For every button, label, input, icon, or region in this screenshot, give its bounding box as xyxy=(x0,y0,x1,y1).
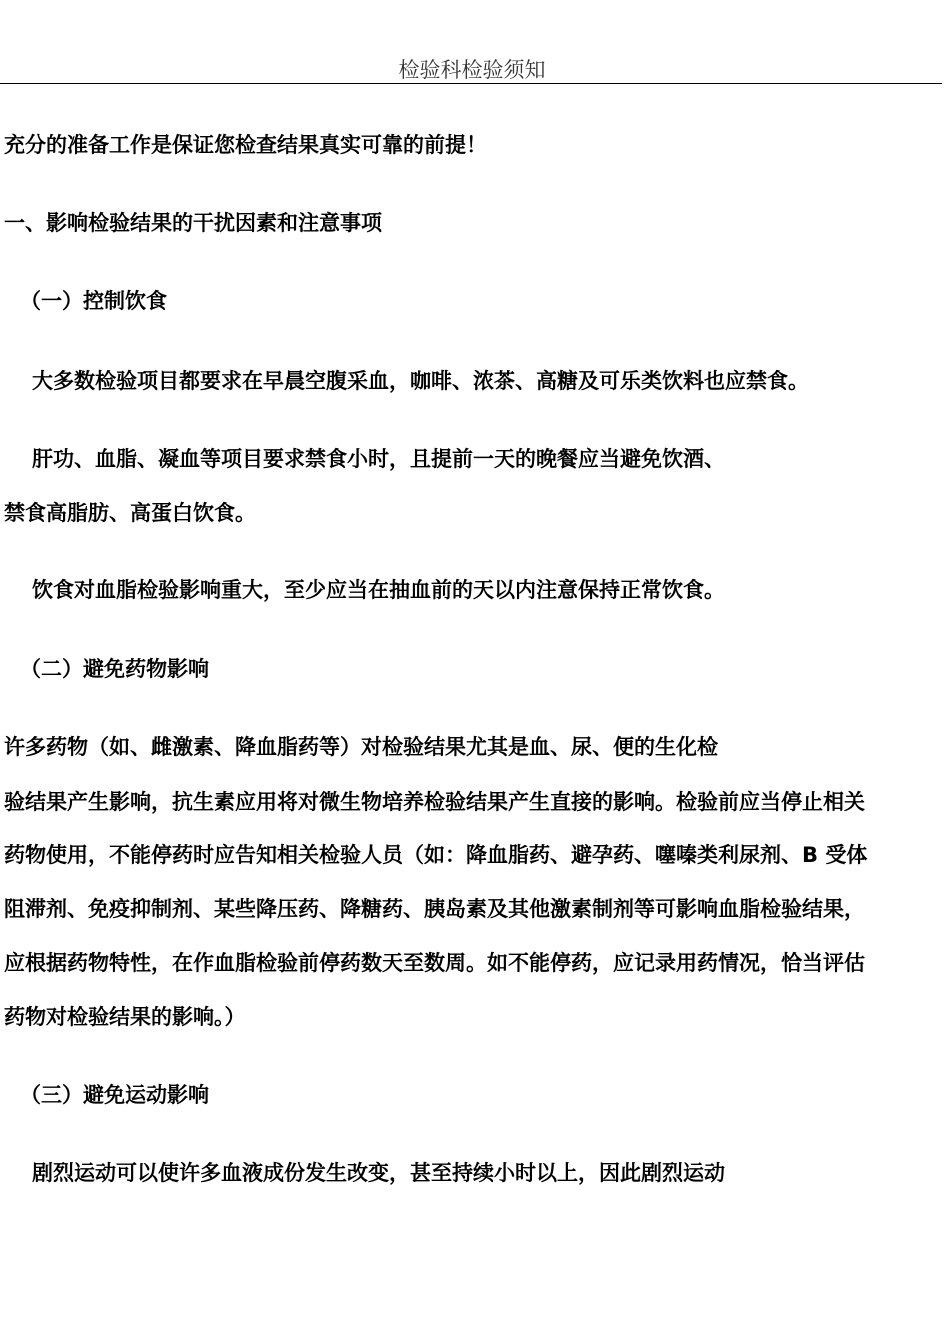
paragraph-exercise-1: 剧烈运动可以使许多血液成份发生改变，甚至持续小时以上，因此剧烈运动 xyxy=(32,1161,725,1185)
paragraph-diet-2-line-1: 肝功、血脂、凝血等项目要求禁食小时，且提前一天的晚餐应当避免饮酒、 xyxy=(32,447,725,471)
paragraph-drug-line-4: 阻滞剂、免疫抑制剂、某些降压药、降糖药、胰岛素及其他激素制剂等可影响血脂检验结果， xyxy=(4,897,865,921)
paragraph-drug-line-6: 药物对检验结果的影响。） xyxy=(4,1005,246,1029)
document-title: 检验科检验须知 xyxy=(398,58,546,82)
intro-text: 充分的准备工作是保证您检查结果真实可靠的前提！ xyxy=(4,133,487,157)
paragraph-drug-line-3: 药物使用，不能停药时应告知相关检验人员（如：降血脂药、避孕药、噻嗪类利尿剂、B 受体 xyxy=(4,843,868,867)
subsection-3-heading: （三）避免运动影响 xyxy=(20,1083,209,1107)
header-divider xyxy=(0,83,942,84)
paragraph-drug-line-2: 验结果产生影响，抗生素应用将对微生物培养检验结果产生直接的影响。检验前应当停止相关 xyxy=(4,790,865,814)
subsection-1-heading: （一）控制饮食 xyxy=(20,289,167,313)
paragraph-diet-3: 饮食对血脂检验影响重大，至少应当在抽血前的天以内注意保持正常饮食。 xyxy=(32,578,725,602)
paragraph-drug-line-1: 许多药物（如、雌激素、降血脂药等）对检验结果尤其是血、尿、便的生化检 xyxy=(4,735,718,759)
section-1-heading: 一、影响检验结果的干扰因素和注意事项 xyxy=(4,211,382,235)
paragraph-drug-line-5: 应根据药物特性，在作血脂检验前停药数天至数周。如不能停药，应记录用药情况，恰当评估 xyxy=(4,951,865,975)
paragraph-diet-2-line-2: 禁食高脂肪、高蛋白饮食。 xyxy=(4,501,256,525)
paragraph-diet-1: 大多数检验项目都要求在早晨空腹采血，咖啡、浓茶、高糖及可乐类饮料也应禁食。 xyxy=(32,369,809,393)
subsection-2-heading: （二）避免药物影响 xyxy=(20,657,209,681)
